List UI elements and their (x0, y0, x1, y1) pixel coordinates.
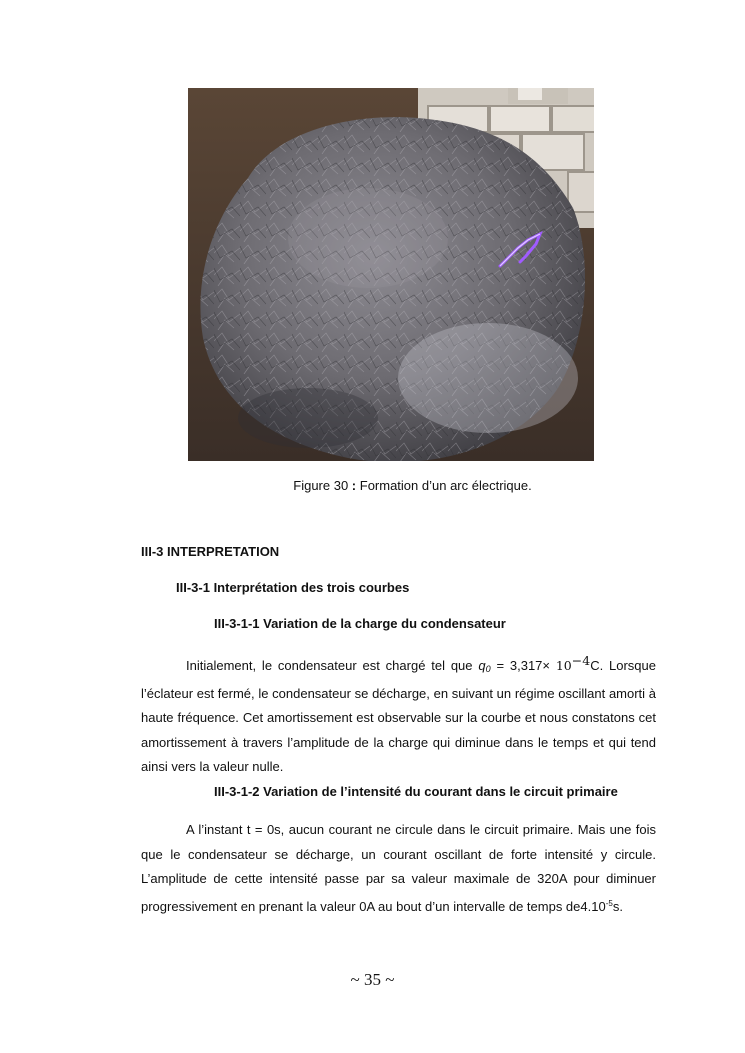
figure-number: Figure 30 (293, 478, 349, 493)
para1-text-end: C. Lorsque l’éclateur est fermé, le condensateur se décharge, en suivant un régime oscillant amorti à haute fréquence. Cet amortissement est observable sur la courbe et nous constatons cet amortissement à travers l’amplitude de la charge qui diminue dans le temps et qui tend ainsi vers la valeur nulle. (141, 658, 657, 774)
page-number: ~ 35 ~ (350, 970, 395, 989)
q-symbol: q (478, 658, 486, 673)
section-heading: III-3 INTERPRETATION (141, 544, 280, 559)
q-subscript: 0 (485, 664, 491, 674)
subsection-heading: III-3-1 Interprétation des trois courbes (176, 580, 410, 595)
subsubsection-heading-current: III-3-1-2 Variation de l’intensité du courant dans le circuit primaire (214, 784, 618, 799)
figure-caption (0, 478, 745, 493)
paragraph-charge (141, 649, 656, 780)
q-value: = 3,317× (490, 658, 556, 673)
subsubsection-heading-charge: III-3-1-1 Variation de la charge du condensateur (214, 616, 506, 631)
foil-sphere-illustration (188, 88, 594, 461)
para2-end: s. (612, 898, 623, 914)
figure-photo-electric-arc (188, 88, 594, 461)
paragraph-current (141, 818, 656, 919)
power-base: 10 (555, 658, 572, 673)
figure-caption-text: Formation d’un arc électrique. (359, 478, 532, 493)
power-exponent: −4 (571, 653, 591, 668)
para1-text-start: Initialement, le condensateur est chargé tel que (186, 658, 479, 673)
caption-separator: : (348, 478, 360, 493)
time-exponent: -5 (605, 898, 613, 908)
para2-text: A l’instant t = 0s, aucun courant ne circule dans le circuit primaire. Mais une fois que le condensateur se décharge, un courant oscillant de forte intensité y circule. L’amplitude de cette intensité passe par sa valeur maximale de 320A pour diminuer progressivement en prenant la valeur 0A au bout d’un intervalle de temps de4.10 (141, 822, 656, 914)
